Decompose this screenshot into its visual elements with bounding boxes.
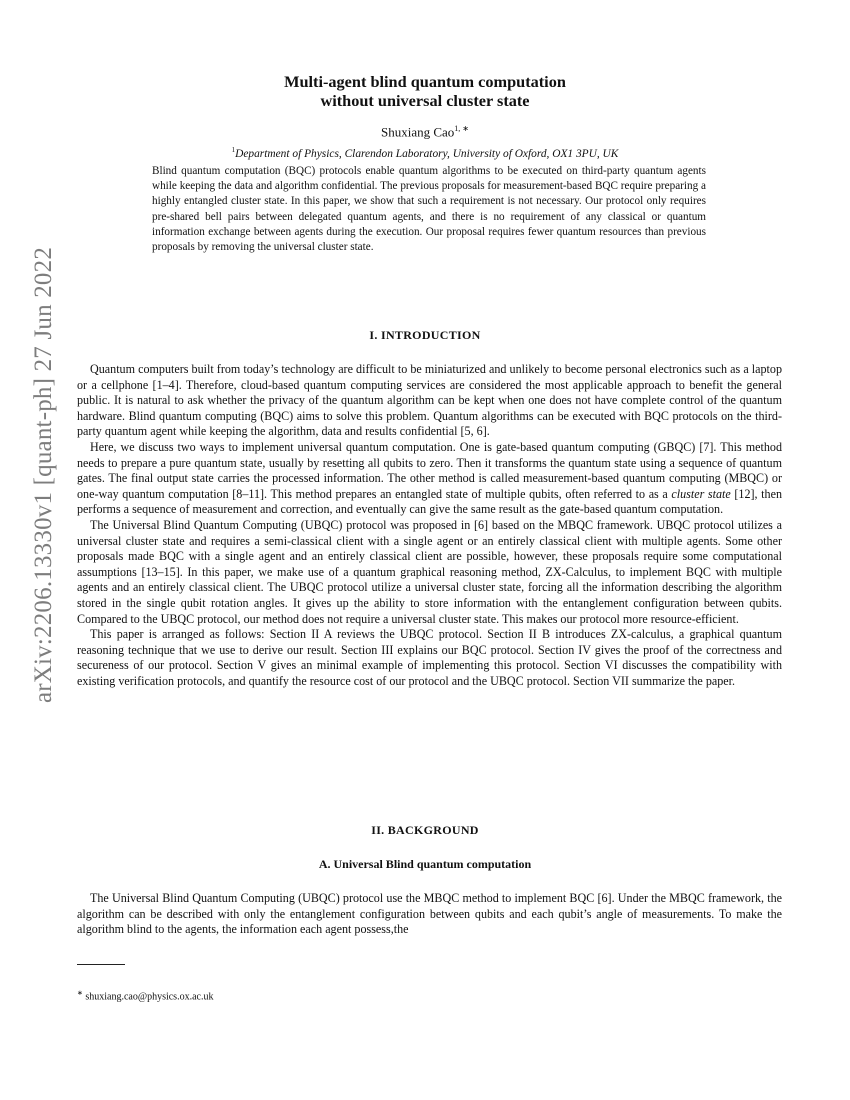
intro-paragraph-4: This paper is arranged as follows: Section II A reviews the UBQC protocol. Section II B introduces ZX-calculus, a graphical quantum reasoning technique that we use to derive our result. Section III explains our BQC protocol. Section IV gives the proof of the correctness and secureness of our protocol. Section V gives an minimal example of implementing this protocol. Section VI discusses the compatibility with existing verification protocols, and quantify the resource cost of our protocol and the UBQC protocol. Section VII summarize the paper. — [77, 627, 782, 688]
footnote-rule — [77, 964, 125, 965]
intro-p2-text-a: Here, we discuss two ways to implement universal quantum computation. One is gate-based quantum computing (GBQC) [7]. This method needs to prepare a pure quantum state, usually by resetting all qubits to zero. Then it transforms the quantum state using a sequence of quantum gates. The final output state carries the processed information. The other method is called measurement-based quantum computing (MBQC) or one-way quantum computation [8–11]. This method prepares an entangled state of multiple qubits, often referred to as a — [77, 439, 782, 501]
introduction-body — [77, 362, 782, 689]
footnote-mark: ∗ — [77, 989, 83, 997]
background-paragraph-1: The Universal Blind Quantum Computing (UBQC) protocol use the MBQC method to implement BQC [6]. Under the MBQC framework, the algorithm can be described with only the entanglement configuration between qubits and each qubit’s angle of measurements. To make the algorithm blind to the agents, the information each agent possess,the — [77, 891, 782, 937]
affiliation-line — [0, 146, 850, 160]
section-heading-background: II. BACKGROUND — [371, 823, 479, 837]
abstract: Blind quantum computation (BQC) protocols enable quantum algorithms to be executed on third-party quantum agents while keeping the data and algorithm confidential. The previous proposals for measurement-based BQC require preparing a highly entangled cluster state. In this paper, we show that such a requirement is not necessary. Our protocol only requires pre-shared bell pairs between delegated quantum agents, and there is no requirement of any classical or quantum information exchange between agents during the execution. Our proposal requires fewer quantum resources than previous proposals by removing the universal cluster state. — [152, 165, 706, 254]
intro-p2-emphasis: cluster state — [671, 486, 731, 501]
author-marks: 1, ∗ — [454, 124, 469, 133]
footnote — [77, 989, 213, 1002]
footnote-email: shuxiang.cao@physics.ox.ac.uk — [85, 991, 214, 1003]
intro-paragraph-1: Quantum computers built from today’s technology are difficult to be miniaturized and unlikely to become personal electronics such as a laptop or a cellphone [1–4]. Therefore, cloud-based quantum computing services are considered the most applicable approach to benefit the general public. It is natural to ask whether the privacy of the quantum algorithm can be kept when one does not have complete control of the quantum hardware. Blind quantum computing (BQC) aims to solve this problem. Quantum algorithms can be executed with BQC protocols on the third-party quantum agent while keeping the algorithm, data and results confidential [5, 6]. — [77, 362, 782, 439]
intro-paragraph-2 — [77, 440, 782, 518]
subsection-heading-ubqc: A. Universal Blind quantum computation — [318, 857, 532, 871]
title-line-2: without universal cluster state — [320, 91, 530, 110]
section-heading-introduction: I. INTRODUCTION — [369, 328, 481, 342]
paper-title — [0, 72, 850, 110]
background-body — [77, 891, 782, 938]
author-name: Shuxiang Cao — [380, 124, 455, 140]
intro-p2-text-b: [12], then performs a sequence of measurement and correction, and eventually can give the same result as the gate-based quantum computation. — [77, 486, 782, 517]
arxiv-stamp — [29, 246, 59, 704]
title-line-1: Multi-agent blind quantum computation — [284, 72, 566, 91]
arxiv-stamp-text: arXiv:2206.13330v1 [quant-ph] 27 Jun 2022 — [30, 246, 57, 704]
affiliation-mark: 1 — [231, 146, 236, 154]
affiliation-text: Department of Physics, Clarendon Laboratory, University of Oxford, OX1 3PU, UK — [235, 147, 619, 160]
intro-paragraph-3: The Universal Blind Quantum Computing (UBQC) protocol was proposed in [6] based on the MBQC framework. UBQC protocol utilizes a universal cluster state and requires a semi-classical client with a single agent or an entirely classical client with multiple agents. Some other proposals made BQC with a single agent and an entirely classical client are possible, however, these proposals require some computational assumptions [13–15]. In this paper, we make use of a quantum graphical reasoning method, ZX-Calculus, to implement BQC with multiple agents and an entirely classical client. The UBQC protocol utilize a universal cluster state, forcing all the information describing the algorithm stored in the single qubit rotation angles. It gives up the ability to store information with the entanglement configuration between qubits. Compared to the UBQC protocol, our method does not require a universal cluster state. This makes our protocol more resource-efficient. — [77, 517, 782, 626]
author-line — [0, 124, 850, 140]
